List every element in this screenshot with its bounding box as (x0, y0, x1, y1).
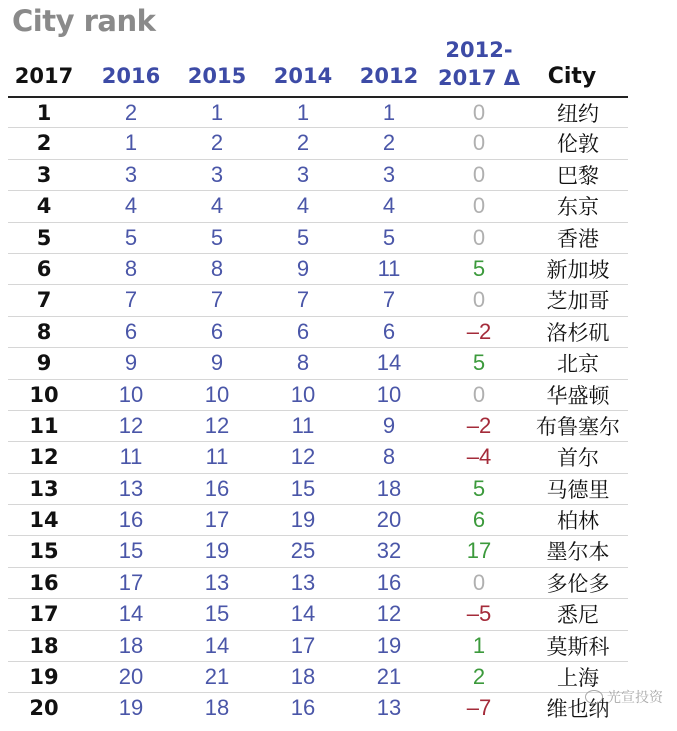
delta-cell: 0 (472, 193, 486, 219)
city-cell: 维也纳 (546, 697, 610, 722)
rank-2014-cell: 14 (290, 601, 316, 627)
rank-2012-cell: 6 (382, 318, 396, 344)
rank-2015-cell: 21 (204, 664, 230, 690)
rank-2014-cell: 16 (290, 695, 316, 721)
table-row (8, 473, 628, 504)
table-row (8, 190, 628, 221)
rank-cell: 13 (29, 476, 59, 501)
table-row (8, 159, 628, 190)
rank-2016-cell: 8 (124, 255, 138, 281)
rank-2012-cell: 5 (382, 224, 396, 250)
city-cell: 上海 (557, 666, 599, 691)
rank-2016-cell: 14 (118, 601, 144, 627)
rank-2015-cell: 11 (205, 444, 229, 470)
rank-cell: 9 (36, 351, 52, 376)
table-row (8, 441, 628, 472)
rank-2015-cell: 7 (210, 287, 224, 313)
delta-cell: 0 (472, 287, 486, 313)
table-row (8, 535, 628, 566)
rank-2015-cell: 12 (204, 412, 230, 438)
header-delta (430, 34, 528, 94)
city-cell: 马德里 (546, 477, 610, 502)
rank-2014-cell: 5 (296, 224, 310, 250)
table-row (8, 253, 628, 284)
rank-2016-cell: 15 (118, 538, 144, 564)
table-row (8, 316, 628, 347)
delta-cell: 2 (472, 664, 486, 690)
delta-cell: –5 (466, 601, 492, 627)
rank-2015-cell: 8 (210, 255, 224, 281)
rank-cell: 12 (29, 445, 59, 470)
delta-cell: –4 (466, 444, 492, 470)
rank-2016-cell: 7 (124, 287, 138, 313)
rank-2014-cell: 2 (296, 130, 310, 156)
table-row (8, 347, 628, 378)
rank-2016-cell: 16 (118, 507, 144, 533)
rank-2016-cell: 4 (124, 193, 138, 219)
table-row (8, 692, 628, 723)
rank-2014-cell: 10 (290, 381, 316, 407)
delta-cell: 5 (472, 475, 486, 501)
rank-2015-cell: 14 (204, 632, 230, 658)
delta-cell: 6 (472, 507, 486, 533)
rank-2016-cell: 20 (118, 664, 144, 690)
rank-cell: 18 (29, 633, 59, 658)
header-2016: 2016 (101, 64, 161, 88)
city-cell: 芝加哥 (546, 289, 610, 314)
rank-2014-cell: 6 (296, 318, 310, 344)
rank-2014-cell: 9 (296, 255, 310, 281)
rank-2015-cell: 18 (204, 695, 230, 721)
table-title: City rank (12, 4, 156, 38)
rank-2014-cell: 8 (296, 350, 310, 376)
rank-cell: 7 (36, 288, 52, 313)
rank-2014-cell: 4 (296, 193, 310, 219)
rank-2015-cell: 3 (210, 161, 224, 187)
rank-cell: 20 (29, 696, 59, 721)
table-row (8, 504, 628, 535)
delta-cell: 0 (472, 224, 486, 250)
rank-2015-cell: 1 (210, 100, 224, 125)
delta-cell: 0 (472, 569, 486, 595)
rank-2012-cell: 2 (382, 130, 396, 156)
rank-2014-cell: 1 (296, 100, 310, 125)
city-cell: 洛杉矶 (546, 320, 610, 345)
rank-2014-cell: 11 (291, 412, 315, 438)
rank-2015-cell: 2 (210, 130, 224, 156)
rank-2014-cell: 3 (296, 161, 310, 187)
city-cell: 墨尔本 (546, 540, 610, 565)
delta-cell: 5 (472, 255, 486, 281)
table-row (8, 127, 628, 158)
table-row (8, 96, 628, 127)
city-cell: 多伦多 (546, 571, 610, 596)
rank-cell: 8 (36, 319, 52, 344)
rank-2014-cell: 18 (290, 664, 316, 690)
city-cell: 新加坡 (546, 257, 610, 282)
rank-2016-cell: 9 (124, 350, 138, 376)
delta-cell: 0 (472, 130, 486, 156)
city-cell: 柏林 (557, 509, 599, 534)
table-row (8, 598, 628, 629)
rank-2012-cell: 16 (376, 569, 402, 595)
rank-cell: 6 (36, 256, 52, 281)
delta-cell: 0 (472, 381, 486, 407)
city-cell: 北京 (557, 352, 599, 377)
delta-cell: 1 (472, 632, 486, 658)
rank-2012-cell: 9 (382, 412, 396, 438)
rank-2012-cell: 7 (382, 287, 396, 313)
rank-2014-cell: 15 (290, 475, 316, 501)
rank-2012-cell: 21 (376, 664, 402, 690)
rank-cell: 16 (29, 570, 59, 595)
rank-2015-cell: 16 (204, 475, 230, 501)
rank-table-body (8, 96, 628, 724)
rank-2012-cell: 8 (382, 444, 396, 470)
city-cell: 首尔 (557, 446, 599, 471)
rank-cell: 1 (36, 101, 52, 125)
rank-2016-cell: 13 (118, 475, 144, 501)
table-row (8, 379, 628, 410)
rank-2016-cell: 6 (124, 318, 138, 344)
delta-cell: –7 (466, 695, 492, 721)
watermark (585, 687, 663, 707)
rank-cell: 17 (29, 602, 59, 627)
city-cell: 布鲁塞尔 (536, 414, 620, 439)
rank-2012-cell: 10 (376, 381, 402, 407)
table-row (8, 567, 628, 598)
rank-2015-cell: 9 (210, 350, 224, 376)
rank-2016-cell: 11 (119, 444, 143, 470)
rank-2015-cell: 10 (204, 381, 230, 407)
delta-cell: 0 (472, 161, 486, 187)
city-cell: 伦敦 (557, 132, 599, 157)
rank-2012-cell: 4 (382, 193, 396, 219)
rank-cell: 3 (36, 162, 52, 187)
delta-cell: –2 (466, 318, 492, 344)
rank-2012-cell: 11 (377, 255, 401, 281)
header-delta-line1: 2012- (445, 38, 513, 62)
city-cell: 东京 (557, 195, 599, 220)
table-row (8, 222, 628, 253)
delta-cell: –2 (466, 412, 492, 438)
delta-cell: 17 (466, 538, 492, 564)
rank-cell: 4 (36, 194, 52, 219)
rank-cell: 14 (29, 508, 59, 533)
city-cell: 莫斯科 (546, 634, 610, 659)
rank-2012-cell: 3 (382, 161, 396, 187)
rank-2012-cell: 32 (376, 538, 402, 564)
rank-2014-cell: 12 (290, 444, 316, 470)
rank-2016-cell: 1 (124, 130, 138, 156)
rank-2012-cell: 14 (376, 350, 402, 376)
rank-2016-cell: 2 (124, 100, 138, 125)
table-row (8, 410, 628, 441)
rank-cell: 10 (29, 382, 59, 407)
rank-2015-cell: 17 (204, 507, 230, 533)
header-2015: 2015 (187, 64, 247, 88)
rank-2015-cell: 15 (204, 601, 230, 627)
rank-2015-cell: 19 (204, 538, 230, 564)
header-2014: 2014 (273, 64, 333, 88)
rank-2016-cell: 5 (124, 224, 138, 250)
wechat-icon (585, 690, 603, 704)
rank-2016-cell: 19 (118, 695, 144, 721)
city-cell: 纽约 (557, 102, 599, 126)
header-2012: 2012 (359, 64, 419, 88)
rank-2014-cell: 25 (290, 538, 316, 564)
rank-2012-cell: 1 (382, 100, 396, 125)
rank-2012-cell: 20 (376, 507, 402, 533)
rank-cell: 15 (29, 539, 59, 564)
rank-2012-cell: 18 (376, 475, 402, 501)
rank-2014-cell: 19 (290, 507, 316, 533)
rank-2012-cell: 19 (376, 632, 402, 658)
city-cell: 华盛顿 (546, 383, 610, 408)
table-row (8, 284, 628, 315)
header-city: City (547, 63, 597, 89)
rank-2014-cell: 17 (290, 632, 316, 658)
rank-2016-cell: 10 (118, 381, 144, 407)
rank-2015-cell: 13 (204, 569, 230, 595)
rank-2015-cell: 5 (210, 224, 224, 250)
city-cell: 巴黎 (557, 163, 599, 188)
rank-2012-cell: 12 (376, 601, 402, 627)
table-row (8, 661, 628, 692)
rank-2012-cell: 13 (376, 695, 402, 721)
header-delta-line2: 2017 Δ (437, 66, 520, 90)
rank-2016-cell: 12 (118, 412, 144, 438)
rank-cell: 11 (29, 413, 59, 438)
rank-2016-cell: 18 (118, 632, 144, 658)
delta-cell: 0 (472, 100, 486, 125)
rank-cell: 2 (36, 131, 52, 156)
rank-cell: 19 (29, 665, 59, 690)
rank-2016-cell: 17 (118, 569, 144, 595)
city-cell: 悉尼 (557, 603, 599, 628)
rank-2016-cell: 3 (124, 161, 138, 187)
rank-cell: 5 (36, 225, 52, 250)
rank-2015-cell: 6 (210, 318, 224, 344)
city-cell: 香港 (557, 226, 599, 251)
watermark-text: 光宣投资 (607, 690, 663, 706)
rank-2015-cell: 4 (210, 193, 224, 219)
rank-2014-cell: 7 (296, 287, 310, 313)
header-rank-2017: 2017 (14, 64, 74, 88)
rank-2014-cell: 13 (290, 569, 316, 595)
delta-cell: 5 (472, 350, 486, 376)
table-row (8, 630, 628, 661)
